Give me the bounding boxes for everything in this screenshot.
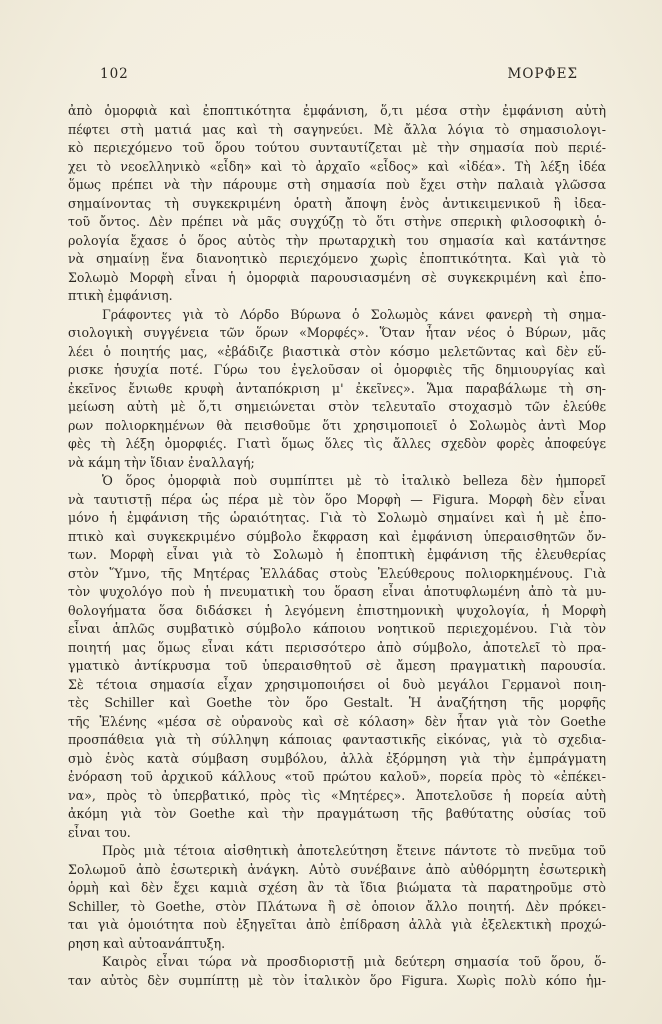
text-line: Καιρὸς εἶναι τώρα νὰ προσδιοριστῇ μιὰ δεύτερη σημασία τοῦ ὅρου, ὅ- <box>102 954 606 969</box>
text-line: ὁρμὴ καὶ δὲν ἔχει καμιὰ σχέση ἂν τὰ ἴδια βιώματα τὰ παρατηροῦμε στὸ <box>68 880 606 895</box>
text-line: νὰ κάμη τὴν ἴδιαν ἐναλλαγή; <box>68 454 255 470</box>
text-line: πέφτει στὴ ματιά μας καὶ τὴ σαγηνεύει. Μὲ ἄλλα λόγια τὸ σημασιολογι- <box>68 121 606 137</box>
text-line: λέει ὁ ποιητής μας, «ἐβάδιζε βιαστικὰ στὸν κόσμο μελετῶντας καὶ δὲν εὕ- <box>68 343 606 359</box>
text-line: να», πρὸς τὸ ὑπερβατικό, πρὸς τὶς «Μητέρες». Ἀποτελοῦσε ἡ πορεία αὐτὴ <box>68 787 606 803</box>
text-line: ἐνόραση τοῦ ἀρχικοῦ κάλλους «τοῦ πρώτου καλοῦ», πορεία πρὸς τὸ «ἐπέκει- <box>68 769 606 784</box>
journal-title: ΜΟΡΦΕΣ <box>507 66 578 82</box>
text-line: τοῦ ὄντος. Δὲν πρέπει νὰ μᾶς συγχύζῃ τὸ ὅτι στὴνε σπερικὴ φιλοσοφικὴ ὁ- <box>68 214 606 229</box>
running-head <box>100 66 578 82</box>
text-line: γματικὸ ἀντίκρυσμα τοῦ ὑπεραισθητοῦ σὲ ἄμεση πραγματικὴ παρουσία. <box>68 658 606 673</box>
text-line: θολογήματα ὅσα διδάσκει ἡ λεγόμενη ἐπιστημονικὴ ψυχολογία, ἡ Μορφὴ <box>68 602 606 618</box>
text-line: ἀκόμη γιὰ τὸν Goethe καὶ τὴν πραγμάτωση τῆς βαθύτατης οὐσίας τοῦ <box>68 806 606 821</box>
page-number: 102 <box>100 66 129 82</box>
text-line: προσπάθεια γιὰ τὴ σύλληψη κάποιας φανταστικῆς εἰκόνας, γιὰ τὸ σχεδια- <box>68 732 606 747</box>
text-line: φὲς τὴ λέξη ὀμορφιές. Γιατὶ ὅμως ὅλες τὶς ἄλλες σχεδὸν φορὲς ἀποφεύγε <box>68 436 606 451</box>
text-line: ρισκε ἡσυχία ποτέ. Γύρω του ἐγελοῦσαν οἱ ὀμορφιὲς τῆς δημιουργίας καὶ <box>68 362 606 377</box>
text-line: τῆς Ἑλένης «μέσα σὲ οὐρανοὺς καὶ σὲ κόλαση» δὲν ἦταν γιὰ τὸν Goethe <box>68 713 606 729</box>
text-line: Γράφοντες γιὰ τὸ Λόρδο Βύρωνα ὁ Σολωμὸς κάνει φανερὴ τὴ σημα- <box>102 306 606 322</box>
text-line: Σολωμοῦ ἀπὸ ἐσωτερικὴ ἀνάγκη. Αὐτὸ συνέβαινε ἀπὸ αὐθόρμητη ἐσωτερικὴ <box>68 861 606 877</box>
text-line: τὲς Schiller καὶ Goethe τὸν ὅρο Gestalt. Ἡ ἀναζήτηση τῆς μορφῆς <box>68 695 606 710</box>
text-line: μείωση αὐτὴ μὲ ὅ,τι σημειώνεται στὸν τελευταῖο στοχασμὸ τῶν ἐλεύθε <box>68 399 606 414</box>
text-line: Ὁ ὅρος ὀμορφιὰ ποὺ συμπίπτει μὲ τὸ ἰταλικὸ belleza δὲν ἠμπορεῖ <box>102 473 606 488</box>
text-line: Σολωμὸ Μορφὴ εἶναι ἡ ὁμορφιὰ παρουσιασμένη σὲ συγκεκριμένη καὶ ἐπο- <box>68 269 606 285</box>
text-line: Πρὸς μιὰ τέτοια αἰσθητικὴ ἀποτελεύτηση ἔτεινε πάντοτε τὸ πνεῦμα τοῦ <box>102 843 606 858</box>
text-line: σιολογικὴ συγγένεια τῶν ὅρων «Μορφές». Ὅταν ἦταν νέος ὁ Βύρων, μᾶς <box>68 325 606 340</box>
text-line: ἀπὸ ὁμορφιὰ καὶ ἐποπτικότητα ἐμφάνιση, ὅ,τι μέσα στὴν ἐμφάνιση αὐτὴ <box>68 103 606 118</box>
text-line: ὅμως πρέπει νὰ τὴν πάρουμε στὴ σημασία ποὺ ἔχει στὴν παλαιὰ γλῶσσα <box>68 177 606 192</box>
text-line: των. Μορφὴ εἶναι γιὰ τὸ Σολωμὸ ἡ ἐποπτικὴ ἐμφάνιση τῆς ἐλευθερίας <box>68 547 606 562</box>
text-line: πτικὸ καὶ συγκεκριμένο σύμβολο ἔκφραση καὶ ἐμφάνιση ὑπεραισθητῶν ὄν- <box>68 528 606 544</box>
body-text <box>68 102 606 990</box>
text-line: μόνο ἡ ἐμφάνιση τῆς ὡραιότητας. Γιὰ τὸ Σολωμὸ σημαίνει καὶ ἡ μὲ ἐπο- <box>68 510 606 525</box>
text-line: ται γιὰ ὁμοιότητα ποὺ ἐξηγεῖται ἀπὸ ἐπίδραση ἀλλὰ γιὰ ἐξελεκτικὴ προχώ- <box>68 917 606 932</box>
text-line: εἶναι του. <box>68 824 131 840</box>
text-line: ἐκεῖνος ἔνιωθε κρυφὴ ἀνταπόκριση μ' ἐκεῖνες». Ἅμα παραβάλωμε τὴ ση- <box>68 380 606 396</box>
text-line: ρων πολιορκημένων θὰ πεισθοῦμε ὅτι χρησιμοποιεῖ ὁ Σολωμὸς ἀντὶ Μορ <box>68 417 606 433</box>
text-line: ρηση καὶ αὐτοανάπτυξη. <box>68 935 226 951</box>
text-line: τὸν ψυχολόγο ποὺ ἡ πνευματικὴ του ὅραση εἶναι ἀποτυφλωμένη ἀπὸ τὰ μυ- <box>68 584 606 599</box>
text-line: πτικὴ ἐμφάνιση. <box>68 288 173 303</box>
text-line: νὰ ταυτιστῇ πέρα ὡς πέρα μὲ τὸν ὅρο Μορφὴ — Figura. Μορφὴ δὲν εἶναι <box>68 491 606 507</box>
text-line: ποιητή μας ὅμως εἶναι κάτι περισσότερο ἀπὸ σύμβολο, ἀποτελεῖ τὸ πρα- <box>68 639 606 655</box>
text-line: Σὲ τέτοια σημασία εἶχαν χρησιμοποιήσει οἱ δυὸ μεγάλοι Γερμανοὶ ποιη- <box>68 676 606 692</box>
text-line: χει τὸ νεοελληνικὸ «εἶδη» καὶ τὸ ἀρχαῖο «εἶδος» καὶ «ἰδέα». Τὴ λέξη ἰδέα <box>68 158 606 174</box>
text-line: σμὸ ἑνὸς κατὰ σύμβαση συμβόλου, ἀλλὰ ἐξόρμηση γιὰ τὴν ἐμπράγματη <box>68 750 606 766</box>
text-line: ρολογία ἔχασε ὁ ὅρος αὐτὸς τὴν πρωταρχικὴ του σημασία καὶ κατάντησε <box>68 232 606 248</box>
text-line: νὰ σημαίνῃ ἕνα διανοητικὸ περιεχόμενο χωρὶς ἐποπτικότητα. Καὶ γιὰ τὸ <box>68 251 606 266</box>
text-line: ταν αὐτὸς δὲν συμπίπτῃ μὲ τὸν ἰταλικὸν ὅρο Figura. Χωρὶς πολὺ κόπο ἠμ- <box>68 972 606 988</box>
text-line: στὸν Ὕμνο, τῆς Μητέρας Ἑλλάδας στοὺς Ἐλεύθερους πολιορκημένους. Γιὰ <box>68 565 606 581</box>
text-line: σημαίνοντας τὴ συγκεκριμένη ὁρατὴ ἄποψη ἑνὸς ἀντικειμενικοῦ ἢ ἰδεα- <box>68 195 606 211</box>
text-line: Schiller, τὸ Goethe, στὸν Πλάτωνα ἢ σὲ ὁποιον ἄλλο ποιητή. Δὲν πρόκει- <box>68 898 606 914</box>
text-line: εἶναι ἁπλῶς συμβατικὸ σύμβολο κάποιου νοητικοῦ περιεχομένου. Γιὰ τὸν <box>68 621 606 636</box>
text-line: κὸ περιεχόμενο τοῦ ὅρου τούτου συνταυτίζεται μὲ τὴν σημασία ποὺ περιέ- <box>68 140 606 155</box>
